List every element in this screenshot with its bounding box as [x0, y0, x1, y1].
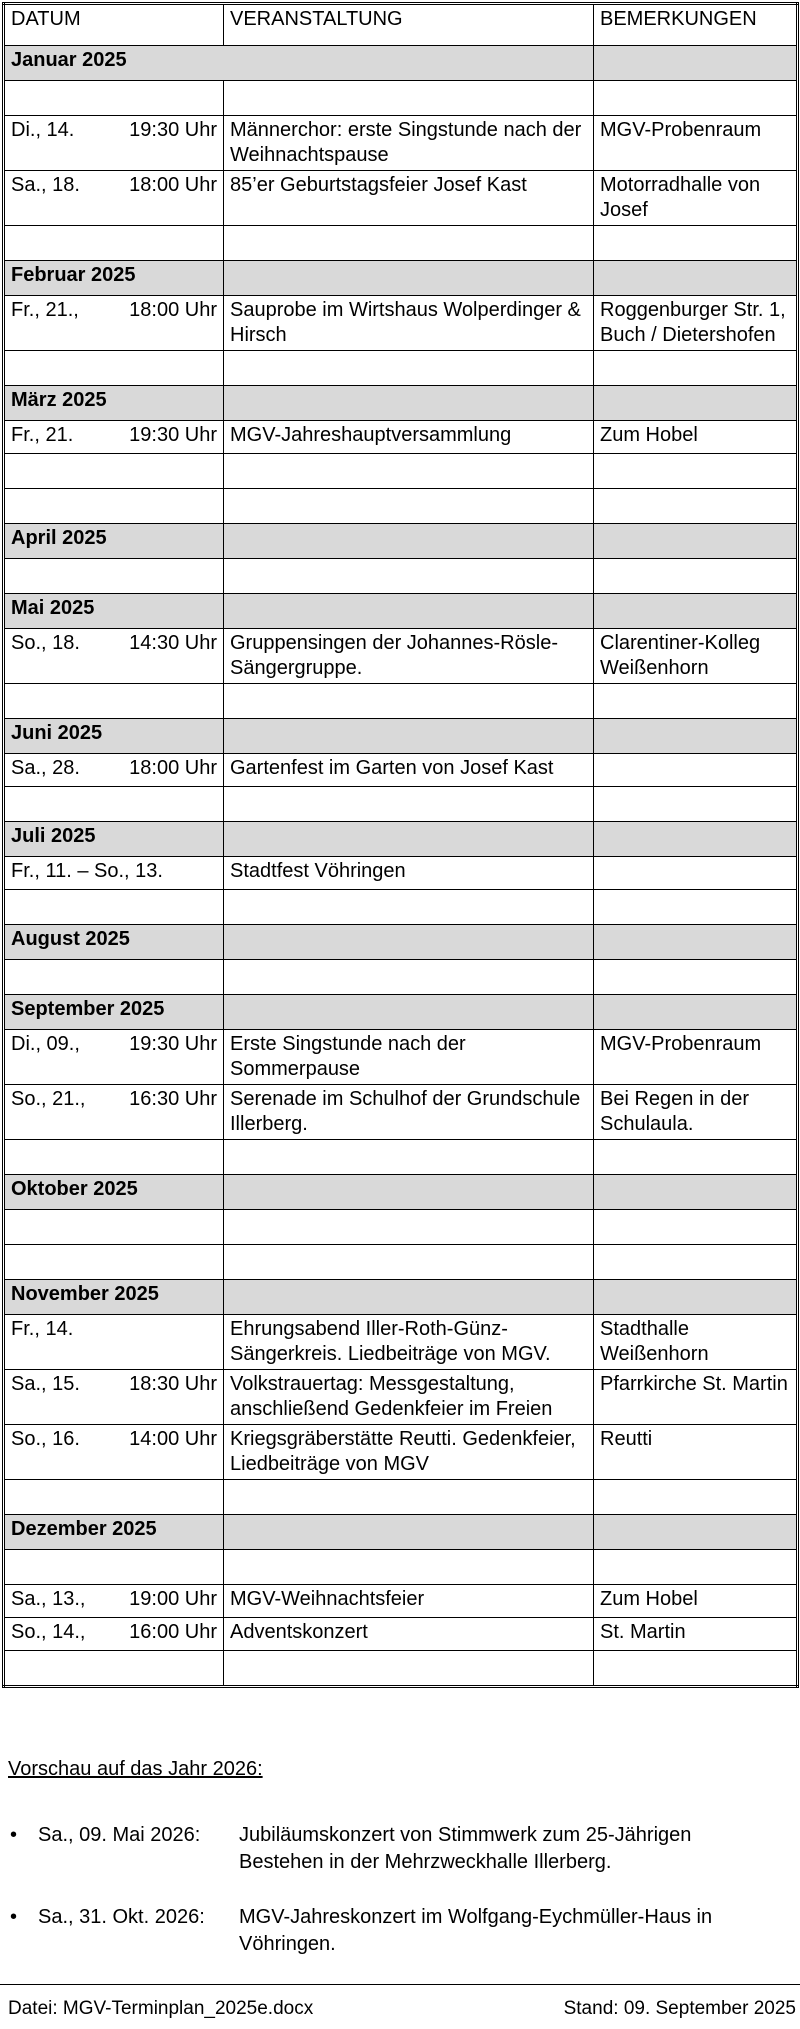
empty-row [4, 960, 798, 995]
month-row [4, 822, 798, 857]
table-row [4, 421, 798, 454]
event-note: Clarentiner-Kolleg Weißenhorn [594, 629, 798, 684]
event-time: – So., 13. [77, 860, 163, 882]
event-note: MGV-Probenraum [594, 116, 798, 171]
empty-row [4, 226, 798, 261]
month-row [4, 594, 798, 629]
month-label: Mai 2025 [4, 594, 224, 629]
month-row [4, 1175, 798, 1210]
header-bemerkungen: BEMERKUNGEN [594, 4, 798, 46]
month-label: Juni 2025 [4, 719, 224, 754]
header-datum: DATUM [4, 4, 224, 46]
month-row [4, 386, 798, 421]
table-row [4, 1618, 798, 1651]
table-row [4, 116, 798, 171]
event-time: 16:30 Uhr [129, 1088, 217, 1110]
table-row [4, 1085, 798, 1140]
event-title: Erste Singstunde nach der Sommerpause [224, 1030, 594, 1085]
event-day: So., 18. [11, 632, 80, 654]
month-label: September 2025 [4, 995, 224, 1030]
event-note: Pfarrkirche St. Martin [594, 1370, 798, 1425]
event-title: Männerchor: erste Singstunde nach der Weihnachtspause [224, 116, 594, 171]
event-day: Sa., 18. [11, 174, 80, 196]
event-day: So., 21., [11, 1088, 86, 1110]
event-day: So., 16. [11, 1428, 80, 1450]
event-note: Zum Hobel [594, 421, 798, 454]
event-time: 19:30 Uhr [129, 424, 217, 446]
month-label: März 2025 [4, 386, 224, 421]
event-note: Bei Regen in der Schulaula. [594, 1085, 798, 1140]
event-note [594, 754, 798, 787]
event-day: Fr., 21. [11, 424, 74, 446]
event-time: 16:00 Uhr [129, 1621, 217, 1643]
event-title: Serenade im Schulhof der Grundschule Illerberg. [224, 1085, 594, 1140]
header-veranstaltung: VERANSTALTUNG [224, 4, 594, 46]
table-row [4, 1585, 798, 1618]
footer [0, 1984, 800, 2019]
preview-date: Sa., 09. Mai 2026: [38, 1824, 201, 1846]
event-day: So., 14., [11, 1621, 86, 1643]
event-title: MGV-Jahreshauptversammlung [224, 421, 594, 454]
empty-row [4, 81, 798, 116]
empty-row [4, 1245, 798, 1280]
event-note: St. Martin [594, 1618, 798, 1651]
event-note: MGV-Probenraum [594, 1030, 798, 1085]
empty-row [4, 559, 798, 594]
preview-text: MGV-Jahreskonzert im Wolfgang-Eychmüller-Haus in Vöhringen. [239, 1906, 713, 1955]
footer-file: Datei: MGV-Terminplan_2025e.docx [8, 1998, 314, 2019]
table-header-row [4, 4, 798, 46]
table-row [4, 629, 798, 684]
event-time: 19:30 Uhr [129, 1033, 217, 1055]
event-note: Motorradhalle von Josef [594, 171, 798, 226]
month-row [4, 925, 798, 960]
event-day: Sa., 13., [11, 1588, 86, 1610]
month-label: Juli 2025 [4, 822, 224, 857]
event-time: 14:30 Uhr [129, 632, 217, 654]
month-row [4, 1515, 798, 1550]
month-row [4, 46, 798, 81]
event-time: 19:00 Uhr [129, 1588, 217, 1610]
event-note: Reutti [594, 1425, 798, 1480]
event-title: Gartenfest im Garten von Josef Kast [224, 754, 594, 787]
month-label: Februar 2025 [4, 261, 224, 296]
month-label: Januar 2025 [4, 46, 594, 81]
month-label: April 2025 [4, 524, 224, 559]
event-title: Sauprobe im Wirtshaus Wolperdinger & Hirsch [224, 296, 594, 351]
table-row [4, 1425, 798, 1480]
month-label: August 2025 [4, 925, 224, 960]
bullet-icon: • [10, 1906, 18, 1928]
table-row [4, 1315, 798, 1370]
event-time: 18:00 Uhr [129, 299, 217, 321]
table-row [4, 171, 798, 226]
empty-row [4, 1140, 798, 1175]
empty-row [4, 787, 798, 822]
preview-text: Jubiläumskonzert von Stimmwerk zum 25-Jährigen Bestehen in der Mehrzweckhalle Illerberg. [239, 1824, 692, 1873]
empty-row [4, 1210, 798, 1245]
schedule-table [2, 2, 799, 1688]
event-day: Fr., 14. [11, 1318, 74, 1340]
event-time: 18:00 Uhr [129, 757, 217, 779]
event-title: Kriegsgräberstätte Reutti. Gedenkfeier, Liedbeiträge von MGV [224, 1425, 594, 1480]
month-label: Oktober 2025 [4, 1175, 224, 1210]
event-note: Roggenburger Str. 1, Buch / Dietershofen [594, 296, 798, 351]
month-row [4, 719, 798, 754]
table-row [4, 754, 798, 787]
event-day: Di., 14. [11, 119, 75, 141]
event-day: Di., 09., [11, 1033, 80, 1055]
month-row [4, 1280, 798, 1315]
event-note: Stadthalle Weißenhorn [594, 1315, 798, 1370]
event-title: Ehrungsabend Iller-Roth-Günz-Sängerkreis. Liedbeiträge von MGV. [224, 1315, 594, 1370]
empty-row [4, 890, 798, 925]
event-time: 18:30 Uhr [129, 1373, 217, 1395]
preview-date: Sa., 31. Okt. 2026: [38, 1906, 205, 1928]
month-row [4, 261, 798, 296]
event-title: MGV-Weihnachtsfeier [224, 1585, 594, 1618]
event-title: Volkstrauertag: Messgestaltung, anschließend Gedenkfeier im Freien [224, 1370, 594, 1425]
event-time: 19:30 Uhr [129, 119, 217, 141]
event-day: Sa., 28. [11, 757, 80, 779]
empty-row [4, 351, 798, 386]
event-time: 14:00 Uhr [129, 1428, 217, 1450]
event-title: 85’er Geburtstagsfeier Josef Kast [224, 171, 594, 226]
empty-row [4, 684, 798, 719]
empty-row [4, 489, 798, 524]
event-day: Sa., 15. [11, 1373, 80, 1395]
month-label: Dezember 2025 [4, 1515, 224, 1550]
event-note: Zum Hobel [594, 1585, 798, 1618]
table-row [4, 1370, 798, 1425]
event-title: Gruppensingen der Johannes-Rösle-Sängergruppe. [224, 629, 594, 684]
month-row [4, 524, 798, 559]
bullet-icon: • [10, 1824, 18, 1846]
empty-row [4, 1651, 798, 1687]
event-day: Fr., 11. [11, 860, 72, 882]
event-day: Fr., 21., [11, 299, 79, 321]
preview-title: Vorschau auf das Jahr 2026: [8, 1758, 263, 1780]
footer-date: Stand: 09. September 2025 [563, 1998, 796, 2019]
table-row [4, 296, 798, 351]
event-title: Stadtfest Vöhringen [224, 857, 594, 890]
event-title: Adventskonzert [224, 1618, 594, 1651]
month-label: November 2025 [4, 1280, 224, 1315]
empty-row [4, 454, 798, 489]
table-row [4, 857, 798, 890]
event-time: 18:00 Uhr [129, 174, 217, 196]
empty-row [4, 1550, 798, 1585]
table-row [4, 1030, 798, 1085]
empty-row [4, 1480, 798, 1515]
month-row [4, 995, 798, 1030]
event-note [594, 857, 798, 890]
